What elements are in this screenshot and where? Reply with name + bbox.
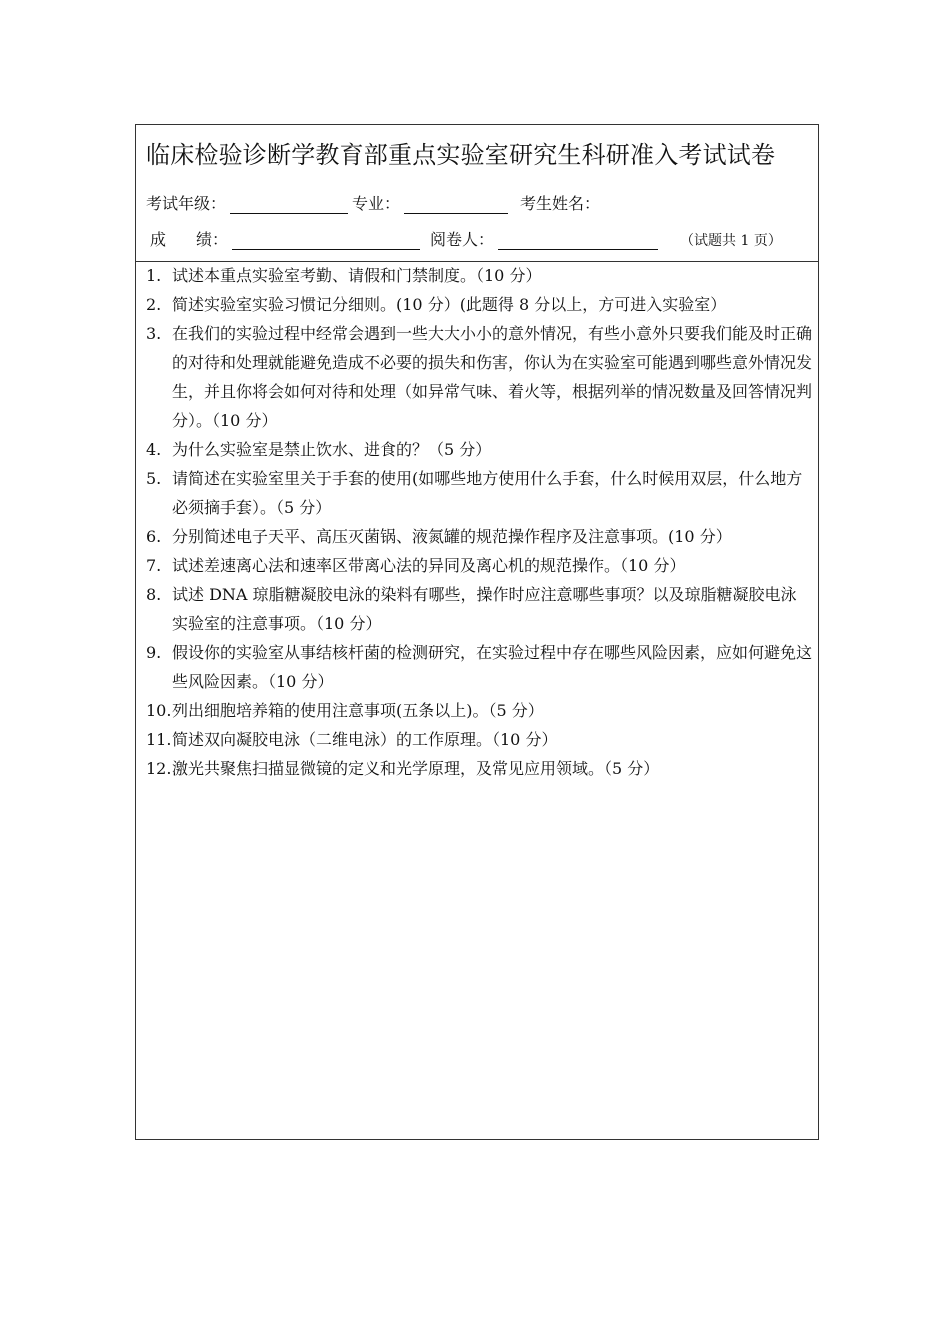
major-blank[interactable] xyxy=(404,195,508,214)
question-item xyxy=(146,464,812,522)
question-number: 11. xyxy=(146,730,172,749)
question-item xyxy=(146,319,812,435)
score-blank[interactable] xyxy=(232,231,420,250)
exam-sheet xyxy=(135,124,819,1140)
question-item xyxy=(146,580,812,638)
question-text: 在我们的实验过程中经常会遇到一些大大小小的意外情况，有些小意外只要我们能及时正确的对待和处理就能避免造成不必要的损失和伤害，你认为在实验室可能遇到哪些意外情况发生，并且你将会如何对待和处理（如异常气味、着火等，根据列举的情况数量及回答情况判分）。（10 分） xyxy=(172,324,813,430)
question-text: 试述本重点实验室考勤、请假和门禁制度。（10 分） xyxy=(172,266,542,285)
grade-label: 考试年级： xyxy=(146,194,227,213)
major-label: 专业： xyxy=(352,194,401,213)
name-label: 考生姓名： xyxy=(520,194,601,213)
question-item xyxy=(146,435,812,464)
question-list xyxy=(146,261,812,783)
exam-header xyxy=(136,125,818,262)
question-number: 4. xyxy=(146,440,162,459)
question-text: 假设你的实验室从事结核杆菌的检测研究，在实验过程中存在哪些风险因素，应如何避免这些风险因素。（10 分） xyxy=(172,643,813,691)
question-item xyxy=(146,290,812,319)
grader-label: 阅卷人： xyxy=(430,230,495,249)
question-item xyxy=(146,754,812,783)
question-item xyxy=(146,522,812,551)
question-number: 9. xyxy=(146,643,162,662)
question-item xyxy=(146,261,812,290)
question-item xyxy=(146,638,812,696)
question-text: 简述双向凝胶电泳（二维电泳）的工作原理。（10 分） xyxy=(172,730,558,749)
question-number: 8. xyxy=(146,585,162,604)
info-row-2 xyxy=(146,227,782,250)
question-text: 请简述在实验室里关于手套的使用(如哪些地方使用什么手套，什么时候用双层，什么地方必须摘手套）。（5 分） xyxy=(172,469,803,517)
grade-blank[interactable] xyxy=(230,195,348,214)
question-text: 激光共聚焦扫描显微镜的定义和光学原理，及常见应用领域。（5 分） xyxy=(172,759,660,778)
question-text: 简述实验室实验习惯记分细则。(10 分）(此题得 8 分以上，方可进入实验室） xyxy=(172,295,727,314)
question-number: 6. xyxy=(146,527,162,546)
question-number: 10. xyxy=(146,701,172,720)
question-item xyxy=(146,696,812,725)
question-number: 7. xyxy=(146,556,162,575)
question-text: 试述 DNA 琼脂糖凝胶电泳的染料有哪些，操作时应注意哪些事项？以及琼脂糖凝胶电泳实验室的注意事项。（10 分） xyxy=(172,585,797,633)
page-note: （试题共 1 页） xyxy=(680,233,782,249)
question-item xyxy=(146,725,812,754)
grader-blank[interactable] xyxy=(498,231,658,250)
question-text: 为什么实验室是禁止饮水、进食的？（5 分） xyxy=(172,440,492,459)
question-text: 试述差速离心法和速率区带离心法的异同及离心机的规范操作。（10 分） xyxy=(172,556,686,575)
question-number: 1. xyxy=(146,266,162,285)
question-number: 12. xyxy=(146,759,172,778)
question-number: 3. xyxy=(146,324,162,343)
question-text: 列出细胞培养箱的使用注意事项(五条以上)。（5 分） xyxy=(172,701,544,720)
info-row-1 xyxy=(146,191,600,214)
question-text: 分别简述电子天平、高压灭菌锅、液氮罐的规范操作程序及注意事项。(10 分） xyxy=(172,527,732,546)
score-label-second: 绩： xyxy=(196,230,229,249)
question-number: 2. xyxy=(146,295,162,314)
question-number: 5. xyxy=(146,469,162,488)
question-item xyxy=(146,551,812,580)
exam-title: 临床检验诊断学教育部重点实验室研究生科研准入考试试卷 xyxy=(146,141,776,169)
score-label-first: 成 xyxy=(150,230,167,249)
